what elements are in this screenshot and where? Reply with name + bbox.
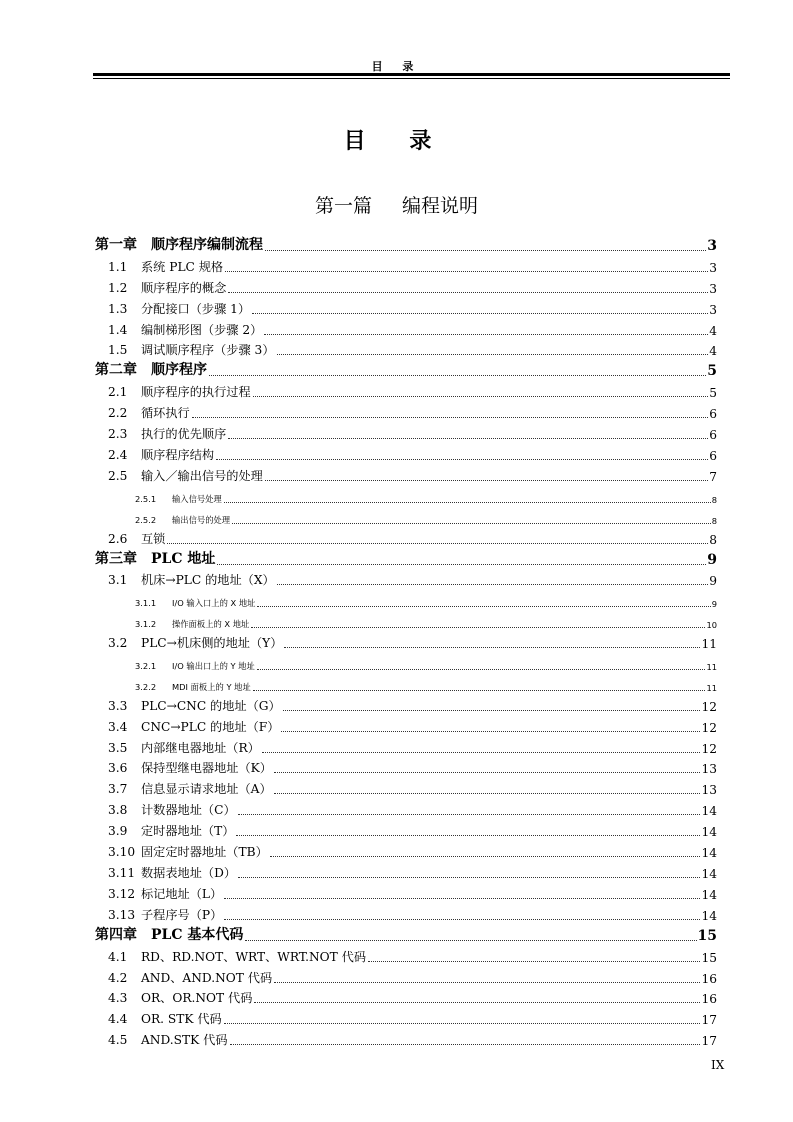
toc-entry-page: 12 — [701, 699, 717, 714]
toc-entry-number: 1.4 — [108, 322, 128, 337]
toc-entry-label: AND.STK 代码 — [141, 1033, 228, 1048]
toc-entry-label: 系统 PLC 规格 — [141, 259, 224, 274]
toc-leader-dots — [252, 313, 708, 314]
toc-entry-label: 数据表地址（D） — [141, 865, 237, 880]
toc-entry-page: 14 — [701, 866, 717, 881]
toc-entry-text — [108, 969, 272, 986]
toc-entry-page: 11 — [706, 662, 717, 673]
toc-entry-page: 10 — [706, 620, 717, 631]
toc-entry-text — [108, 780, 272, 797]
toc-entry-text — [108, 739, 260, 756]
toc-leader-dots — [265, 250, 706, 251]
toc-entry-number: 2.2 — [108, 406, 128, 421]
toc-entry-text — [108, 300, 250, 317]
header-rule-thick — [93, 73, 730, 76]
toc-entry-page: 5 — [707, 363, 717, 380]
toc-leader-dots — [277, 584, 709, 585]
toc-leader-dots — [274, 772, 701, 773]
toc-entry-section[interactable] — [95, 965, 717, 986]
toc-entry-page: 16 — [701, 971, 717, 986]
toc-entry-label: 循环执行 — [141, 406, 190, 421]
toc-entry-page: 6 — [709, 428, 717, 443]
table-of-contents — [95, 233, 717, 1048]
toc-entry-section[interactable] — [95, 860, 717, 881]
toc-entry-label: 输出信号的处理 — [172, 514, 231, 525]
toc-entry-chapter[interactable] — [95, 923, 717, 944]
toc-entry-number: 2.3 — [108, 427, 128, 442]
toc-entry-label: 保持型继电器地址（K） — [141, 761, 272, 776]
toc-entry-label: 固定定时器地址（TB） — [141, 845, 268, 860]
toc-entry-page: 14 — [701, 825, 717, 840]
toc-entry-label: 分配接口（步骤 1） — [141, 301, 251, 316]
toc-leader-dots — [224, 1023, 701, 1024]
page-number: IX — [711, 1058, 725, 1072]
toc-entry-page: 6 — [709, 449, 717, 464]
toc-entry-section[interactable] — [95, 442, 717, 463]
toc-entry-page: 13 — [701, 783, 717, 798]
toc-entry-section[interactable] — [95, 1006, 717, 1027]
toc-entry-section[interactable] — [95, 421, 717, 442]
toc-entry-text — [108, 634, 282, 651]
toc-entry-text — [108, 989, 252, 1006]
toc-entry-number: 3.1.1 — [135, 598, 157, 609]
toc-entry-subsection[interactable] — [95, 588, 717, 609]
toc-leader-dots — [274, 982, 700, 983]
toc-entry-number: 2.5 — [108, 468, 128, 483]
toc-entry-section[interactable] — [95, 463, 717, 484]
toc-entry-text — [135, 660, 255, 672]
toc-entry-label: 定时器地址（T） — [141, 824, 235, 839]
toc-entry-text — [108, 864, 236, 881]
toc-leader-dots — [228, 438, 708, 439]
toc-entry-label: I/O 输入口上的 X 地址 — [172, 598, 256, 609]
toc-entry-page: 6 — [709, 407, 717, 422]
toc-entry-subsection[interactable] — [95, 651, 717, 672]
toc-entry-text — [108, 258, 223, 275]
toc-entry-number: 3.1 — [108, 573, 128, 588]
toc-entry-text — [108, 279, 226, 296]
toc-entry-text — [108, 341, 275, 358]
toc-entry-number: 3.6 — [108, 761, 128, 776]
toc-entry-section[interactable] — [95, 902, 717, 923]
toc-entry-label: 顺序程序的概念 — [141, 280, 227, 295]
toc-entry-text — [108, 321, 262, 338]
toc-entry-page: 17 — [701, 1013, 717, 1028]
toc-entry-text — [108, 718, 279, 735]
toc-entry-number: 3.12 — [108, 886, 136, 901]
page-title: 目 录 — [343, 129, 450, 154]
toc-entry-page: 3 — [707, 238, 717, 254]
toc-leader-dots — [274, 793, 701, 794]
toc-entry-number: 4.2 — [108, 970, 128, 985]
toc-leader-dots — [230, 1044, 701, 1045]
toc-entry-number: 3.2 — [108, 636, 128, 651]
toc-entry-number: 1.1 — [108, 259, 128, 274]
toc-leader-dots — [236, 835, 700, 836]
toc-leader-dots — [217, 564, 706, 565]
toc-entry-label: PLC→机床侧的地址（Y） — [141, 636, 283, 651]
toc-leader-dots — [225, 271, 708, 272]
toc-entry-number: 3.4 — [108, 719, 128, 734]
toc-leader-dots — [224, 898, 700, 899]
toc-entry-page: 14 — [701, 887, 717, 902]
toc-entry-label: 第三章 PLC 地址 — [95, 550, 216, 567]
toc-entry-label: RD、RD.NOT、WRT、WRT.NOT 代码 — [141, 949, 367, 964]
toc-leader-dots — [281, 731, 700, 732]
toc-entry-page: 14 — [701, 804, 717, 819]
toc-leader-dots — [257, 606, 710, 607]
toc-entry-label: 机床→PLC 的地址（X） — [141, 573, 275, 588]
toc-entry-label: 互锁 — [141, 531, 166, 546]
toc-entry-text — [135, 597, 255, 609]
toc-entry-text — [108, 446, 214, 463]
toc-leader-dots — [216, 459, 708, 460]
toc-entry-chapter[interactable] — [95, 358, 717, 379]
toc-leader-dots — [264, 334, 708, 335]
toc-entry-page: 4 — [709, 344, 717, 359]
toc-leader-dots — [238, 814, 701, 815]
toc-entry-text — [108, 801, 236, 818]
toc-entry-section[interactable] — [95, 254, 717, 275]
toc-entry-number: 2.5.2 — [135, 514, 157, 525]
toc-leader-dots — [257, 669, 706, 670]
toc-entry-page: 8 — [709, 532, 717, 547]
toc-entry-number: 3.11 — [108, 865, 136, 880]
toc-entry-page: 14 — [701, 846, 717, 861]
toc-entry-subsection[interactable] — [95, 672, 717, 693]
toc-entry-text — [108, 759, 272, 776]
toc-entry-text — [108, 404, 190, 421]
toc-entry-number: 4.3 — [108, 991, 128, 1006]
toc-leader-dots — [283, 710, 701, 711]
toc-entry-label: 标记地址（L） — [141, 886, 223, 901]
part-heading — [0, 191, 793, 218]
toc-entry-number: 3.8 — [108, 803, 128, 818]
toc-entry-text — [108, 822, 234, 839]
toc-leader-dots — [228, 292, 708, 293]
part-label: 第一篇 — [314, 195, 372, 217]
toc-entry-text — [108, 383, 251, 400]
toc-leader-dots — [251, 627, 705, 628]
toc-entry-number: 3.3 — [108, 698, 128, 713]
toc-entry-section[interactable] — [95, 630, 717, 651]
toc-entry-label: AND、AND.NOT 代码 — [141, 970, 273, 985]
toc-leader-dots — [253, 396, 709, 397]
toc-entry-subsection[interactable] — [95, 484, 717, 505]
toc-entry-label: 顺序程序的执行过程 — [141, 385, 251, 400]
toc-entry-page: 8 — [711, 494, 717, 505]
toc-entry-page: 9 — [707, 551, 717, 568]
toc-entry-text — [108, 843, 268, 860]
toc-entry-page: 3 — [709, 302, 717, 317]
toc-entry-text — [108, 948, 366, 965]
toc-entry-text — [135, 493, 222, 505]
toc-entry-label: 输入／输出信号的处理 — [141, 468, 263, 483]
toc-entry-number: 3.7 — [108, 782, 128, 797]
toc-entry-label: 第一章 顺序程序编制流程 — [95, 237, 263, 253]
toc-entry-number: 3.5 — [108, 740, 128, 755]
toc-entry-label: 第二章 顺序程序 — [95, 362, 207, 379]
toc-leader-dots — [224, 502, 711, 503]
toc-entry-label: 编制梯形图（步骤 2） — [141, 322, 263, 337]
toc-entry-section[interactable] — [95, 986, 717, 1007]
toc-entry-number: 3.13 — [108, 907, 136, 922]
toc-entry-section[interactable] — [95, 797, 717, 818]
toc-entry-text — [108, 1031, 228, 1048]
toc-entry-section[interactable] — [95, 756, 717, 777]
toc-entry-chapter[interactable] — [95, 547, 717, 568]
toc-entry-number: 1.2 — [108, 280, 128, 295]
toc-entry-section[interactable] — [95, 317, 717, 338]
toc-entry-text — [108, 697, 281, 714]
toc-entry-page: 9 — [709, 574, 717, 589]
toc-entry-text — [135, 514, 230, 526]
toc-entry-page: 15 — [697, 927, 717, 944]
toc-entry-label: 信息显示请求地址（A） — [141, 782, 272, 797]
toc-entry-number: 2.5.1 — [135, 493, 157, 504]
part-title: 编程说明 — [402, 195, 479, 217]
toc-entry-chapter[interactable] — [95, 233, 717, 254]
toc-entry-page: 17 — [701, 1034, 717, 1049]
toc-entry-page: 13 — [701, 762, 717, 777]
toc-leader-dots — [254, 1002, 700, 1003]
toc-leader-dots — [368, 961, 700, 962]
toc-entry-number: 3.1.2 — [135, 619, 157, 630]
toc-entry-text — [135, 681, 251, 693]
toc-entry-subsection[interactable] — [95, 505, 717, 526]
toc-leader-dots — [262, 752, 701, 753]
toc-entry-text — [135, 618, 249, 630]
toc-entry-number: 2.6 — [108, 531, 128, 546]
toc-entry-section[interactable] — [95, 568, 717, 589]
toc-entry-label: PLC→CNC 的地址（G） — [141, 698, 281, 713]
toc-entry-label: 顺序程序结构 — [141, 448, 215, 463]
toc-entry-section[interactable] — [95, 526, 717, 547]
toc-entry-page: 15 — [701, 950, 717, 965]
header-rule-thin — [93, 78, 730, 79]
toc-entry-page: 7 — [709, 469, 717, 484]
toc-entry-section[interactable] — [95, 839, 717, 860]
toc-entry-section[interactable] — [95, 338, 717, 359]
toc-entry-label: 子程序号（P） — [141, 907, 223, 922]
toc-entry-number: 3.10 — [108, 845, 136, 860]
toc-entry-label: 调试顺序程序（步骤 3） — [141, 343, 275, 358]
toc-entry-section[interactable] — [95, 776, 717, 797]
toc-entry-section[interactable] — [95, 818, 717, 839]
toc-entry-text — [108, 530, 165, 547]
toc-leader-dots — [209, 375, 706, 376]
toc-entry-text — [108, 571, 275, 588]
toc-entry-number: 3.9 — [108, 824, 128, 839]
toc-leader-dots — [265, 480, 708, 481]
toc-entry-number: 1.5 — [108, 343, 128, 358]
toc-entry-label: OR、OR.NOT 代码 — [141, 991, 253, 1006]
toc-entry-text — [108, 425, 226, 442]
running-header: 目 录 — [371, 60, 422, 73]
toc-entry-label: 内部继电器地址（R） — [141, 740, 260, 755]
toc-entry-page: 9 — [711, 599, 717, 610]
toc-entry-text — [108, 467, 263, 484]
toc-entry-section[interactable] — [95, 735, 717, 756]
toc-entry-page: 12 — [701, 720, 717, 735]
toc-entry-section[interactable] — [95, 275, 717, 296]
toc-entry-text — [95, 234, 263, 254]
toc-leader-dots — [245, 940, 696, 941]
toc-entry-section[interactable] — [95, 1027, 717, 1048]
toc-leader-dots — [277, 354, 709, 355]
toc-leader-dots — [224, 919, 700, 920]
toc-entry-number: 2.4 — [108, 448, 128, 463]
toc-leader-dots — [253, 690, 706, 691]
toc-entry-text — [108, 1010, 222, 1027]
toc-entry-page: 8 — [711, 515, 717, 526]
toc-entry-section[interactable] — [95, 296, 717, 317]
toc-entry-label: 第四章 PLC 基本代码 — [95, 926, 244, 943]
toc-entry-page: 3 — [709, 281, 717, 296]
toc-entry-text — [108, 885, 222, 902]
toc-entry-section[interactable] — [95, 379, 717, 400]
toc-leader-dots — [192, 417, 708, 418]
toc-entry-page: 16 — [701, 992, 717, 1007]
toc-entry-page: 14 — [701, 908, 717, 923]
toc-entry-section[interactable] — [95, 400, 717, 421]
toc-entry-label: I/O 输出口上的 Y 地址 — [172, 661, 255, 672]
toc-entry-page: 3 — [709, 260, 717, 275]
toc-entry-page: 12 — [701, 741, 717, 756]
toc-entry-label: 计数器地址（C） — [141, 803, 236, 818]
toc-entry-text — [95, 359, 207, 379]
toc-leader-dots — [238, 877, 700, 878]
toc-entry-text — [95, 548, 215, 568]
toc-entry-label: 输入信号处理 — [172, 493, 222, 504]
toc-entry-subsection[interactable] — [95, 609, 717, 630]
toc-entry-section[interactable] — [95, 693, 717, 714]
toc-entry-section[interactable] — [95, 881, 717, 902]
toc-entry-page: 4 — [709, 323, 717, 338]
toc-entry-number: 4.1 — [108, 949, 128, 964]
toc-entry-number: 4.5 — [108, 1033, 128, 1048]
toc-entry-label: MDI 面板上的 Y 地址 — [172, 681, 251, 692]
toc-entry-number: 1.3 — [108, 301, 128, 316]
toc-leader-dots — [232, 523, 711, 524]
toc-leader-dots — [270, 856, 701, 857]
toc-entry-section[interactable] — [95, 944, 717, 965]
toc-entry-page: 5 — [709, 386, 717, 401]
toc-entry-label: 操作面板上的 X 地址 — [172, 619, 250, 630]
toc-leader-dots — [167, 543, 708, 544]
toc-entry-page: 11 — [701, 637, 717, 652]
toc-entry-label: CNC→PLC 的地址（F） — [141, 719, 280, 734]
toc-entry-number: 2.1 — [108, 385, 128, 400]
toc-entry-text — [108, 906, 222, 923]
toc-entry-number: 4.4 — [108, 1012, 128, 1027]
toc-entry-number: 3.2.2 — [135, 681, 157, 692]
toc-entry-text — [95, 924, 243, 944]
toc-leader-dots — [284, 647, 700, 648]
toc-entry-label: OR. STK 代码 — [141, 1012, 222, 1027]
toc-entry-label: 执行的优先顺序 — [141, 427, 227, 442]
toc-entry-number: 3.2.1 — [135, 661, 157, 672]
toc-entry-section[interactable] — [95, 714, 717, 735]
toc-entry-page: 11 — [706, 682, 717, 693]
